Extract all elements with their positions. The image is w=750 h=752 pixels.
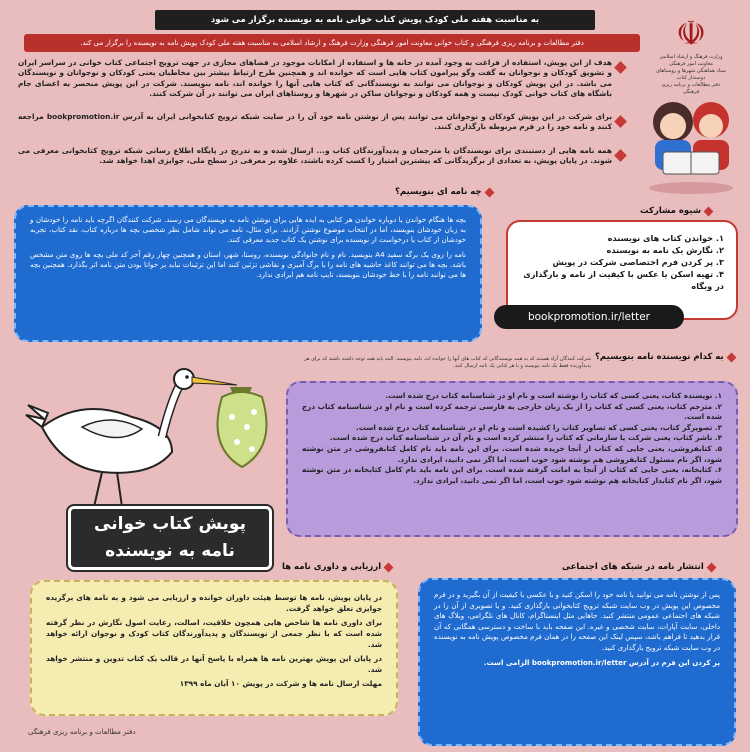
to-whom-item: ۱. نویسنده کتاب، یعنی کسی که کتاب را نوشته است و نام او در شناسنامه کتاب درج شده است.: [385, 391, 722, 400]
bullet-icon: [614, 61, 627, 74]
evaluation-box: [30, 580, 398, 716]
intro-paragraph-participation: برای شرکت در این پویش کودکان و نوجوانان می توانند پس از نوشتن نامه خود آن را در سایت شبکه ترویج کتابخوانی ایران به آدرس bookpromotion.ir مراجعه کنند و نامه خود را در فرم مربوطه بارگذاری کنند.: [18, 112, 612, 132]
evaluation-heading: [282, 562, 392, 572]
participation-steps: [520, 232, 724, 292]
how-to-write-box: [14, 205, 482, 342]
bullet-icon: [704, 206, 714, 216]
iran-emblem-icon: ☫: [675, 14, 707, 54]
campaign-title-plate: [68, 506, 272, 570]
participation-step: ۳. پر کردن فرم اختصاصی شرکت در پویش: [552, 257, 724, 267]
to-whom-item: ۴. ناشر کتاب، یعنی شرکت یا سازمانی که کتاب را منتشر کرده است و نام آن در شناسنامه کتاب درج شده است.: [329, 433, 722, 443]
bullet-icon: [484, 187, 494, 197]
participation-step: ۲. نگارش یک نامه به نویسنده: [606, 245, 724, 255]
to-whom-item: ۶. کتابخانه، یعنی جایی که کتاب از آنجا به امانت گرفته شده است. برای این نامه باید نام کامل کتابخانه در متن نوشته شود، اگر نام کتابدار کتابخانه هم نوشته شود خوب است، اما اگر نمی دانید، ایرادی ندارد.: [302, 465, 722, 485]
social-box: [418, 578, 736, 746]
social-heading: [562, 562, 715, 572]
to-whom-item: ۳. تصویرگر کتاب، یعنی کسی که تصاویر کتاب را کشیده است و نام او در شناسنامه کتاب درج شده است.: [356, 422, 722, 432]
to-whom-heading: [595, 352, 735, 362]
evaluation-item: در پایان این پویش بهترین نامه ها همراه با پاسخ آنها در قالب یک کتاب تدوین و منتشر خواهد شد.: [46, 654, 382, 674]
evaluation-item: در پایان پویش، نامه ها توسط هیئت داوران خوانده و ارزیابی می شود و به نامه های برگزیده جوایزی تعلق خواهد گرفت.: [46, 593, 382, 613]
intro-paragraph-goal: هدف از این پویش، استفاده از فراغت به وجود آمده در خانه ها و استفاده از امکانات موجود در فضاهای مجازی در جهت ترویج اجتماعی کتاب خوانی در سراسر ایران و تشویق کودکان و نوجوانان به گفت وگو پیرامون کتاب هایی است که خوانده اند و همچنین طرح ارتباط بیشتر بین مخاطبان یعنی کودکان و نوجوانان و نویسندگان می باشد. در این پویش کودکان و نوجوانان می توانند به نویسندگانی که کتاب هایی آنها را خوانده اند، نامه بنویسند. شرکت در این پویش منحصر به اعضای جام باشگاه های کتاب خوانی کودک نیست و همه کودکان و نوجوانان ساکن در شهرها و روستاهای ایران می توانند در آن شرکت کنند.: [18, 58, 612, 99]
ministry-line: وزارت فرهنگ و ارشاد اسلامی: [659, 54, 723, 60]
bullet-icon: [706, 562, 716, 572]
how-to-write-text: بچه ها هنگام خواندن یا دوباره خواندن هر کتابی به ایده هایی برای نوشتن نامه به نویسندگان می رسند. شرکت کنندگان اگرچه باید نامه را خودشان و به زبان خودشان بنویسند، اما در انتخاب موضوع نوشتن آزادند. برای مثال، نامه می تواند شامل نظر شخصی بچه ها درباره کتاب، نقد کتاب، تجربه خودشان از کتاب یا درخواست از نویسنده برای نوشتن یک کتاب جدید معرفی کنند.: [30, 215, 466, 245]
kids-reading-illustration: [635, 90, 743, 200]
footer-signature: دفتر مطالعات و برنامه ریزی فرهنگی: [28, 728, 136, 736]
to-whom-subnote: شرکت کنندگان آزاد هستند که به همه نویسندگانی که کتاب های آنها را خوانده اند، نامه بنویسند. البته باید همه توجه داشته باشند که برای هر پدیدآورنده فقط یک نامه بنویسند و با هر کتابی یک نامه ارسال کنند.: [304, 356, 591, 369]
participation-heading: [640, 206, 712, 216]
campaign-title-line1: پویش کتاب خوانی: [94, 514, 246, 534]
how-to-write-format-text: نامه را روی یک برگه سفید A4 بنویسید. نام و نام خانوادگی نویسنده، روستا، شهر، استان و همچنین چهار رقم آخر کد ملی بچه ها روی متن مشخص باشد. بچه ها می توانند کاغذ حاشیه های نامه را با برگ آمیزی و نقاشی تزئین کنند اما این تزئینات نباید بر خوانا بودن متن نامه اثر بگذارد. همچنین بچه ها می توانند نامه را با خط خودشان بنویسند، تایپ نامه هم ایرادی ندارد.: [30, 249, 466, 280]
ministry-line: دفتر مطالعات و برنامه ریزی فرهنگی: [661, 82, 721, 95]
bullet-icon: [726, 352, 736, 362]
bullet-icon: [614, 115, 627, 128]
to-whom-item: ۵. کتابفروشی، یعنی جایی که کتاب از آنجا خریده شده است. برای این نامه باید نام کامل کتابفروشی در متن نوشته شود، اگر نام مسئول کتابفروشی هم نوشته شود خوب است، اما اگر نمی دانید، ایرادی ندارد.: [302, 443, 722, 464]
bullet-icon: [614, 149, 627, 162]
evaluation-deadline: مهلت ارسال نامه ها و شرکت در پویش ۱۰ آبان ماه ۱۳۹۹: [179, 679, 382, 688]
participation-step: ۴. تهیه اسکن یا عکس با کیفیت از نامه و بارگذاری در وبگاه: [523, 269, 724, 291]
social-required-form-text: پر کردن این فرم در آدرس bookpromotion.ir/letter الزامی است.: [483, 657, 720, 667]
stork-illustration: [22, 357, 282, 517]
how-to-write-heading: [395, 187, 493, 197]
to-whom-heading-text: به کدام نویسنده نامه بنویسیم؟: [595, 352, 724, 362]
participation-heading-text: شیوه مشارکت: [640, 206, 702, 216]
social-text: پس از نوشتن نامه می توانید یا نامه خود را اسکن کنید و یا عکسی با کیفیت از آن بگیرید و در فرم مخصوص این پویش در وب سایت شبکه ترویج کتابخوانی بارگذاری کنید. و یا تصویری از آن را در شبکه های اجتماعی عمومی منتشر کنید. جاهایی مثل اینستاگرام، کانال های تلگرامی، وبلاگ های داخلی، سایت آپارات، سایت شخصی و غیره. این صفحه باید با ساخت و دسترسی همگانی که آن قرار بدهید تا فراهم باشد، سپس لینک این صفحه را در همان فرم مخصوص پویش نامه به نویسنده در وب سایت شبکه ترویج بارگذاری کنید.: [434, 590, 720, 652]
organizer-banner: دفتر مطالعات و برنامه ریزی فرهنگی و کتاب خوانی معاونت امور فرهنگی وزارت فرهنگ و ارشاد اسلامی به مناسبت هفته ملی کودک پویش نامه به نویسنده را برگزار می کند.: [24, 34, 640, 52]
top-banner: به مناسبت هفته ملی کودک پویش کتاب خوانی نامه به نویسنده برگزار می شود: [155, 10, 595, 30]
letter-url-link[interactable]: bookpromotion.ir/letter: [494, 305, 684, 329]
campaign-title-line2: نامه به نویسنده: [105, 541, 235, 561]
evaluation-heading-text: ارزیابی و داوری نامه ها: [282, 562, 382, 572]
to-whom-box: [286, 381, 738, 537]
participation-step: ۱. خواندن کتاب های نویسنده: [607, 233, 724, 243]
ministry-line: معاونت امور فرهنگی: [669, 61, 713, 67]
to-whom-item: ۲. مترجم کتاب، یعنی کسی که کتاب را از یک زبان خارجی به فارسی ترجمه کرده است و نام او در شناسنامه کتاب درج شده است.: [302, 401, 722, 422]
intro-paragraph-prizes: همه نامه هایی از دستبندی برای نویسندگان یا مترجمان و پدیدآورندگان کتاب و... ارسال شده و به تدریج در پایگاه اطلاع رسانی شبکه ترویج کتابخوانی معرفی می شوند. در پایان پویش، به تعدادی از برگزیدگانی که بیشترین امتیاز را کسب کرده باشند، علاوه بر معرفی در سطح ملی، جوایزی اهدا خواهد شد.: [18, 146, 612, 166]
bullet-icon: [384, 562, 394, 572]
evaluation-item: برای داوری نامه ها شاخص هایی همچون خلاقیت، اصالت، رعایت اصول نگارش در نظر گرفته شده است که با نظر جمعی از نویسندگان و پدیدآورندگان کتاب کودک و نوجوان ارائه خواهد شد.: [46, 618, 382, 649]
ministry-line: ستاد هماهنگی شهرها و روستاهای دوستدار کتاب: [656, 68, 726, 81]
social-heading-text: انتشار نامه در شبکه های اجتماعی: [562, 562, 704, 572]
how-to-write-heading-text: چه نامه ای بنویسیم؟: [395, 187, 482, 197]
